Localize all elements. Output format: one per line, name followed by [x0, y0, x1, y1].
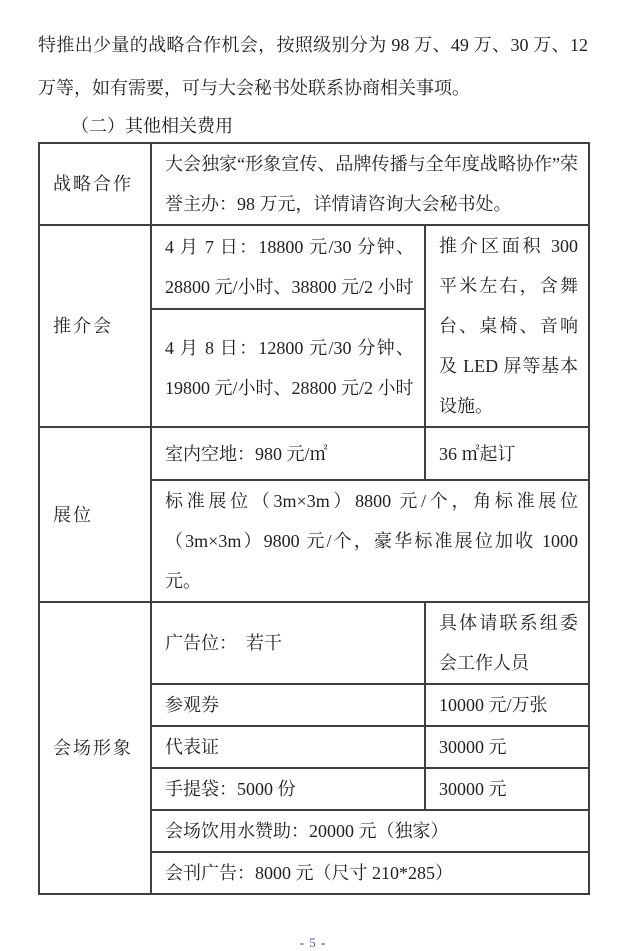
strategic-cooperation-desc: 大会独家“形象宣传、品牌传播与全年度战略协作”荣誉主办：98 万元，详情请咨询大会秘书处。: [151, 143, 589, 225]
page-number: 5: [309, 935, 317, 950]
page-number-dash-left: -: [299, 935, 305, 950]
visitor-tickets-item: 参观券: [151, 684, 425, 726]
table-row: [39, 143, 589, 225]
delegate-badge-item: 代表证: [151, 726, 425, 768]
promotion-area-note: 推介区面积 300 平米左右，含舞台、桌椅、音响及 LED 屏等基本设施。: [425, 225, 589, 427]
table-row: [39, 602, 589, 684]
ad-slot-item: 广告位： 若干: [151, 602, 425, 684]
other-fees-table: [38, 142, 590, 895]
document-page: [38, 0, 588, 951]
handbag-price: 30000 元: [425, 768, 589, 810]
section-heading: （二）其他相关费用: [71, 116, 233, 136]
handbag-item: 手提袋：5000 份: [151, 768, 425, 810]
promotion-meeting-label: 推介会: [39, 225, 151, 427]
intro-paragraph: 特推出少量的战略合作机会，按照级别分为 98 万、49 万、30 万、12 万等，如有需要，可与大会秘书处联系协商相关事项。: [38, 35, 588, 98]
promotion-april8-pricing: 4 月 8 日：12800 元/30 分钟、19800 元/小时、28800 元/2 小时: [151, 309, 425, 427]
visitor-tickets-price: 10000 元/万张: [425, 684, 589, 726]
page-number-dash-right: -: [321, 935, 327, 950]
promotion-april7-pricing: 4 月 7 日：18800 元/30 分钟、28800 元/小时、38800 元/2 小时: [151, 225, 425, 309]
water-sponsor-item: 会场饮用水赞助：20000 元（独家）: [151, 810, 589, 852]
booth-min-order: 36 ㎡起订: [425, 427, 589, 480]
strategic-cooperation-label: 战略合作: [39, 143, 151, 225]
journal-ad-item: 会刊广告：8000 元（尺寸 210*285）: [151, 852, 589, 894]
booth-label: 展位: [39, 427, 151, 602]
page-footer: [38, 935, 588, 951]
table-row: [39, 427, 589, 480]
venue-image-label: 会场形象: [39, 602, 151, 894]
booth-standard-pricing: 标准展位（3m×3m）8800 元/个，角标准展位（3m×3m）9800 元/个，豪华标准展位加收 1000 元。: [151, 480, 589, 602]
ad-slot-note: 具体请联系组委会工作人员: [425, 602, 589, 684]
booth-indoor-space-price: 室内空地：980 元/㎡: [151, 427, 425, 480]
table-row: [39, 225, 589, 309]
delegate-badge-price: 30000 元: [425, 726, 589, 768]
